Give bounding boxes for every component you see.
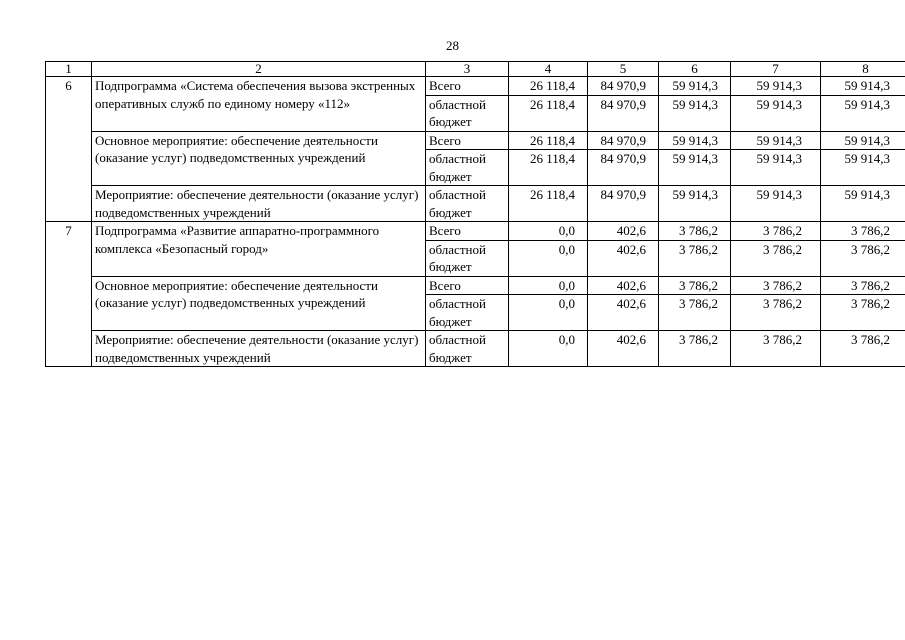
source-cell: Всего <box>426 276 509 295</box>
program-name-cell: Мероприятие: обеспечение деятельности (оказание услуг) подведомственных учреждений <box>92 186 426 222</box>
source-cell: областной бюджет <box>426 95 509 131</box>
program-name-cell: Подпрограмма «Система обеспечения вызова экстренных оперативных служб по единому номеру «112» <box>92 77 426 132</box>
source-cell: областной бюджет <box>426 295 509 331</box>
source-cell: Всего <box>426 131 509 150</box>
value-cell-8: 59 914,3 <box>821 95 905 131</box>
value-cell-7: 59 914,3 <box>731 77 821 96</box>
value-cell-7: 3 786,2 <box>731 240 821 276</box>
header-cell-8: 8 <box>821 62 905 77</box>
value-cell-5: 84 970,9 <box>588 131 659 150</box>
table-row <box>46 186 905 222</box>
value-cell-8: 59 914,3 <box>821 186 905 222</box>
value-cell-5: 402,6 <box>588 295 659 331</box>
budget-table <box>45 61 905 367</box>
program-name-cell: Мероприятие: обеспечение деятельности (оказание услуг) подведомственных учреждений <box>92 331 426 367</box>
value-cell-7: 3 786,2 <box>731 276 821 295</box>
value-cell-6: 3 786,2 <box>659 240 731 276</box>
program-name-cell: Основное мероприятие: обеспечение деятельности (оказание услуг) подведомственных учреждений <box>92 276 426 331</box>
row-number-cell: 7 <box>46 222 92 367</box>
value-cell-7: 59 914,3 <box>731 95 821 131</box>
value-cell-8: 3 786,2 <box>821 276 905 295</box>
source-cell: Всего <box>426 222 509 241</box>
value-cell-6: 3 786,2 <box>659 276 731 295</box>
value-cell-4: 26 118,4 <box>509 95 588 131</box>
value-cell-7: 3 786,2 <box>731 222 821 241</box>
header-cell-5: 5 <box>588 62 659 77</box>
page-number: 28 <box>446 38 459 53</box>
value-cell-7: 3 786,2 <box>731 331 821 367</box>
value-cell-8: 59 914,3 <box>821 77 905 96</box>
value-cell-7: 59 914,3 <box>731 150 821 186</box>
header-cell-4: 4 <box>509 62 588 77</box>
value-cell-4: 0,0 <box>509 331 588 367</box>
value-cell-8: 3 786,2 <box>821 295 905 331</box>
value-cell-8: 59 914,3 <box>821 131 905 150</box>
value-cell-4: 26 118,4 <box>509 131 588 150</box>
value-cell-6: 3 786,2 <box>659 295 731 331</box>
value-cell-7: 59 914,3 <box>731 131 821 150</box>
value-cell-5: 402,6 <box>588 222 659 241</box>
value-cell-5: 402,6 <box>588 331 659 367</box>
header-cell-6: 6 <box>659 62 731 77</box>
value-cell-5: 402,6 <box>588 276 659 295</box>
value-cell-5: 84 970,9 <box>588 95 659 131</box>
value-cell-6: 59 914,3 <box>659 131 731 150</box>
value-cell-8: 3 786,2 <box>821 222 905 241</box>
value-cell-8: 3 786,2 <box>821 240 905 276</box>
table-row <box>46 331 905 367</box>
header-cell-3: 3 <box>426 62 509 77</box>
value-cell-5: 402,6 <box>588 240 659 276</box>
value-cell-5: 84 970,9 <box>588 186 659 222</box>
value-cell-4: 0,0 <box>509 240 588 276</box>
value-cell-4: 26 118,4 <box>509 150 588 186</box>
value-cell-5: 84 970,9 <box>588 150 659 186</box>
value-cell-4: 26 118,4 <box>509 186 588 222</box>
value-cell-6: 59 914,3 <box>659 95 731 131</box>
value-cell-6: 59 914,3 <box>659 186 731 222</box>
row-number-cell: 6 <box>46 77 92 222</box>
value-cell-8: 3 786,2 <box>821 331 905 367</box>
value-cell-7: 59 914,3 <box>731 186 821 222</box>
value-cell-5: 84 970,9 <box>588 77 659 96</box>
table-body <box>46 62 905 367</box>
program-name-cell: Подпрограмма «Развитие аппаратно-программного комплекса «Безопасный город» <box>92 222 426 277</box>
header-cell-1: 1 <box>46 62 92 77</box>
source-cell: областной бюджет <box>426 186 509 222</box>
value-cell-8: 59 914,3 <box>821 150 905 186</box>
value-cell-6: 59 914,3 <box>659 77 731 96</box>
header-cell-7: 7 <box>731 62 821 77</box>
header-cell-2: 2 <box>92 62 426 77</box>
source-cell: областной бюджет <box>426 150 509 186</box>
table-row <box>46 77 905 96</box>
program-name-cell: Основное мероприятие: обеспечение деятельности (оказание услуг) подведомственных учреждений <box>92 131 426 186</box>
header-row <box>46 62 905 77</box>
value-cell-4: 26 118,4 <box>509 77 588 96</box>
value-cell-6: 3 786,2 <box>659 222 731 241</box>
value-cell-6: 3 786,2 <box>659 331 731 367</box>
source-cell: Всего <box>426 77 509 96</box>
table-row <box>46 222 905 241</box>
table-row <box>46 276 905 295</box>
value-cell-6: 59 914,3 <box>659 150 731 186</box>
source-cell: областной бюджет <box>426 331 509 367</box>
value-cell-4: 0,0 <box>509 276 588 295</box>
value-cell-4: 0,0 <box>509 295 588 331</box>
source-cell: областной бюджет <box>426 240 509 276</box>
table-row <box>46 131 905 150</box>
value-cell-4: 0,0 <box>509 222 588 241</box>
value-cell-7: 3 786,2 <box>731 295 821 331</box>
